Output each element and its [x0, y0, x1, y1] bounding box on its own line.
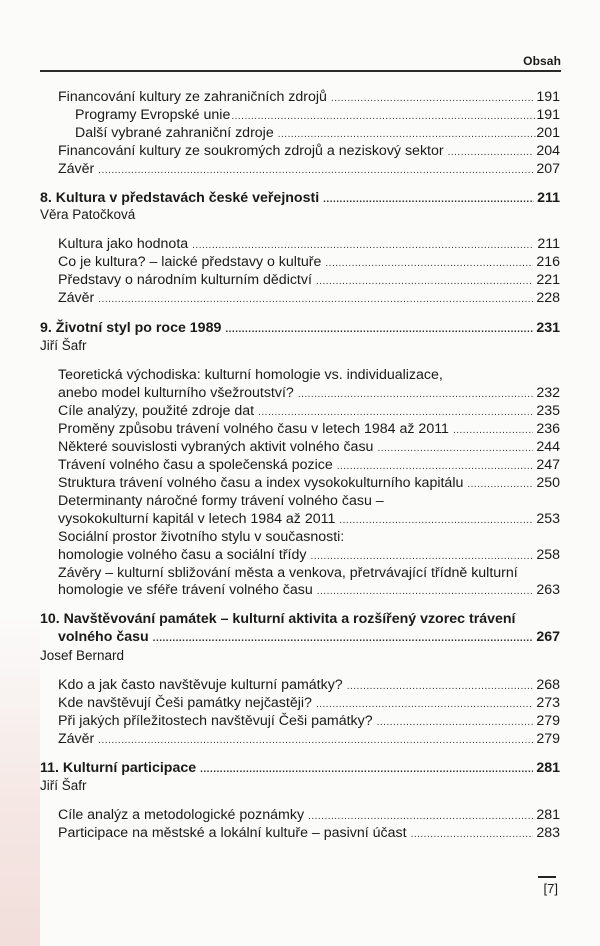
- toc-entry-page: 263: [536, 582, 560, 598]
- dot-leader: [98, 162, 533, 180]
- toc-entry-page: 191: [536, 89, 560, 105]
- toc-entry-page: 273: [536, 695, 560, 711]
- toc-entry-page: 279: [536, 713, 560, 729]
- dot-leader: [317, 583, 534, 601]
- toc-entry-page: 201: [536, 125, 560, 141]
- toc-entry[interactable]: [0, 474, 600, 492]
- toc-entry-title: Kdo a jak často navštěvuje kulturní památky?: [58, 677, 343, 693]
- toc-entry-title: Představy o národním kulturním dědictví: [58, 272, 312, 288]
- toc-entry[interactable]: [0, 271, 600, 289]
- toc-chapter-10[interactable]: [0, 628, 600, 646]
- toc-entry-title: vysokokulturní kapitál v letech 1984 až 2011: [58, 511, 336, 527]
- toc-entry-page: 216: [536, 254, 560, 270]
- toc-entry-page: 232: [536, 385, 560, 401]
- toc-entry[interactable]: [0, 730, 600, 748]
- toc-entry[interactable]: [0, 124, 600, 142]
- chapter-page: 211: [537, 190, 560, 206]
- toc-entry-title-line1: Determinanty náročné formy trávení volného času –: [58, 493, 384, 509]
- toc-entry-page: 236: [536, 421, 560, 437]
- header-rule: [40, 70, 561, 72]
- toc-entry-page: 244: [536, 439, 560, 455]
- toc-entry[interactable]: [0, 806, 600, 824]
- chapter-title: 9. Životní styl po roce 1989: [40, 320, 222, 336]
- toc-entry-title: homologie volného času a sociální třídy: [58, 547, 307, 563]
- toc-entry-title: Kultura jako hodnota: [58, 236, 189, 252]
- toc-entry-title: Financování kultury ze soukromých zdrojů a neziskový sektor: [58, 143, 444, 159]
- toc-entry-title: Cíle analýz a metodologické poznámky: [58, 807, 305, 823]
- toc-entry[interactable]: [0, 235, 600, 253]
- toc-entry-title: Programy Evropské unie: [75, 107, 231, 123]
- chapter-author: Věra Patočková: [40, 207, 136, 222]
- toc-entry[interactable]: [0, 420, 600, 438]
- chapter-page: 267: [536, 629, 560, 645]
- dot-leader: [323, 191, 534, 209]
- toc-entry-title-line1: Teoretická východiska: kulturní homologie vs. individualizace,: [58, 367, 443, 383]
- toc-entry-page: 279: [536, 731, 560, 747]
- toc-entry-title: Některé souvislosti vybraných aktivit volného času: [58, 439, 374, 455]
- chapter-title-line1: 10. Navštěvování památek – kulturní aktivita a rozšířený vzorec trávení: [40, 611, 516, 627]
- toc-entry-page: 268: [536, 677, 560, 693]
- toc-entry-title: Závěr: [58, 161, 95, 177]
- toc-entry[interactable]: [0, 676, 600, 694]
- toc-entry[interactable]: [0, 456, 600, 474]
- toc-entry-page: 283: [536, 825, 560, 841]
- dot-leader: [467, 476, 533, 494]
- toc-entry-title: Financování kultury ze zahraničních zdrojů: [58, 89, 327, 105]
- toc-entry[interactable]: [0, 581, 600, 599]
- chapter-author: Jiří Šafr: [40, 338, 87, 353]
- toc-entry-title: Další vybrané zahraniční zdroje: [75, 125, 274, 141]
- toc-entry-page: 235: [536, 403, 560, 419]
- toc-chapter-9[interactable]: [0, 319, 600, 337]
- dot-leader: [153, 630, 534, 648]
- toc-entry-title-line1: Závěry – kulturní sbližování města a venkova, přetrvávající třídně kulturní: [58, 565, 518, 581]
- toc-entry-title: Závěr: [58, 290, 95, 306]
- chapter-title: volného času: [58, 629, 149, 645]
- page-number: [7]: [543, 881, 558, 896]
- toc-entry[interactable]: [0, 438, 600, 456]
- toc-entry-title: Struktura trávení volného času a index vysokokulturního kapitálu: [58, 475, 464, 491]
- dot-leader: [339, 512, 533, 530]
- toc-entry-title-line1: Sociální prostor životního stylu v současnosti:: [58, 529, 345, 545]
- toc-entry[interactable]: [0, 253, 600, 271]
- toc-entry-title: Trávení volného času a společenská pozice: [58, 457, 333, 473]
- toc-entry-title: Při jakých příležitostech navštěvují Češi památky?: [58, 713, 373, 729]
- chapter-page: 231: [536, 320, 560, 336]
- toc-entry[interactable]: [0, 712, 600, 730]
- running-head: Obsah: [523, 54, 561, 68]
- toc-entry-page: 258: [536, 547, 560, 563]
- toc-entry-page: 281: [536, 807, 560, 823]
- chapter-author: Josef Bernard: [40, 648, 125, 663]
- toc-entry-title: Závěr: [58, 731, 95, 747]
- toc-entry-title: homologie ve sféře trávení volného času: [58, 582, 313, 598]
- chapter-page: 281: [536, 760, 560, 776]
- toc-entry-title: Cíle analýzy, použité zdroje dat: [58, 403, 255, 419]
- toc-entry-title: Participace na městské a lokální kultuře – pasivní účast: [58, 825, 407, 841]
- toc-entry-title: Co je kultura? – laické představy o kultuře: [58, 254, 322, 270]
- dot-leader: [225, 321, 533, 339]
- toc-entry-page: 211: [537, 236, 560, 252]
- toc-entry-page: 228: [536, 290, 560, 306]
- chapter-author: Jiří Šafr: [40, 778, 87, 793]
- toc-entry-page: 191: [536, 107, 560, 123]
- toc-chapter-8[interactable]: [0, 189, 600, 207]
- toc-entry[interactable]: [0, 510, 600, 528]
- toc-entry-page: 204: [536, 143, 560, 159]
- toc-entry[interactable]: [0, 106, 600, 124]
- toc-entry-title: anebo model kulturního všežroutství?: [58, 385, 294, 401]
- chapter-title: 11. Kulturní participace: [40, 760, 197, 776]
- dot-leader: [98, 291, 533, 309]
- dot-leader: [411, 826, 534, 844]
- toc-entry[interactable]: [0, 384, 600, 402]
- toc-entry-page: 253: [536, 511, 560, 527]
- toc-entry[interactable]: [0, 160, 600, 178]
- toc-entry[interactable]: [0, 694, 600, 712]
- toc-entry-page: 250: [536, 475, 560, 491]
- toc-entry[interactable]: [0, 289, 600, 307]
- chapter-title: 8. Kultura v představách české veřejnosti: [40, 190, 320, 206]
- toc-entry[interactable]: [0, 546, 600, 564]
- dot-leader: [98, 732, 533, 750]
- toc-entry-page: 247: [536, 457, 560, 473]
- toc-entry-page: 221: [536, 272, 560, 288]
- dot-leader: [200, 761, 533, 779]
- folio-rule: [538, 876, 556, 878]
- toc-entry-title: Proměny způsobu trávení volného času v letech 1984 až 2011: [58, 421, 449, 437]
- toc-entry-title: Kde navštěvují Češi památky nejčastěji?: [58, 695, 312, 711]
- toc-entry[interactable]: [0, 142, 600, 160]
- toc-entry[interactable]: [0, 88, 600, 106]
- toc-entry-page: 207: [536, 161, 560, 177]
- toc-entry[interactable]: [0, 402, 600, 420]
- toc-entry[interactable]: [0, 824, 600, 842]
- toc-chapter-11[interactable]: [0, 759, 600, 777]
